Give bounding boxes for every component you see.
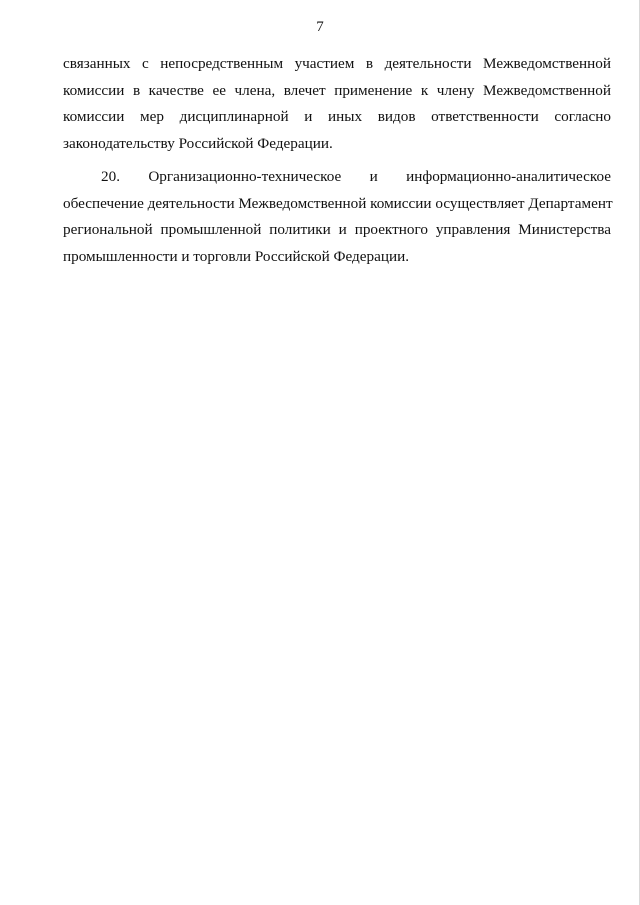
text-line: связанных с непосредственным участием в деятельности Межведомственной bbox=[63, 55, 611, 72]
text-line: промышленности и торговли Российской Федерации. bbox=[63, 247, 410, 265]
text-line: законодательству Российской Федерации. bbox=[63, 134, 333, 152]
paragraph-continuation bbox=[63, 51, 611, 157]
paragraph-20 bbox=[63, 164, 611, 270]
text-line: комиссии мер дисциплинарной и иных видов ответственности согласно bbox=[63, 108, 611, 125]
document-body bbox=[63, 51, 611, 270]
text-line: обеспечение деятельности Межведомственной комиссии осуществляет Департамент bbox=[63, 194, 613, 212]
text-line: региональной промышленной политики и проектного управления Министерства bbox=[63, 221, 611, 238]
page-number: 7 bbox=[316, 19, 324, 35]
text-line: комиссии в качестве ее члена, влечет применение к члену Межведомственной bbox=[63, 81, 611, 99]
text-line: 20. Организационно-техническое и информационно-аналитическое bbox=[101, 168, 611, 185]
